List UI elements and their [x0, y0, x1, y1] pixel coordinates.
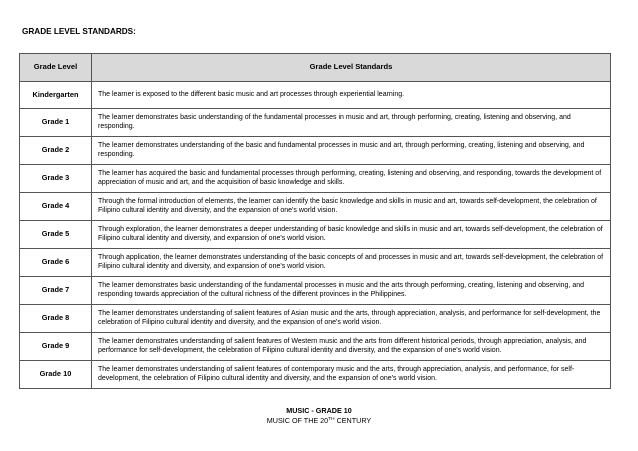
standard-cell: The learner has acquired the basic and fundamental processes through performing, creating, listening and observing, and responding, towards the development of appreciation of music and art, and the acquisition of basic knowledge and skills.	[92, 165, 611, 193]
grade-level-cell: Grade 2	[20, 137, 92, 165]
standard-cell: Through application, the learner demonstrates understanding of the basic concepts of and processes in music and art, towards self-development, the celebration of Filipino cultural identity and diversity, and expansion of one's world vision.	[92, 249, 611, 277]
footer-subtitle	[0, 415, 638, 425]
table-row	[20, 221, 611, 249]
table-row	[20, 249, 611, 277]
standard-cell: The learner demonstrates understanding of salient features of Western music and the arts from different historical periods, through appreciation, analysis, and performance for self-development, the celebration of Filipino cultural identity and diversity, and the expansion of one's world vision.	[92, 333, 611, 361]
table-row	[20, 333, 611, 361]
grade-level-cell: Grade 9	[20, 333, 92, 361]
grade-level-cell: Grade 6	[20, 249, 92, 277]
footer-subtitle-sup: TH	[328, 417, 335, 422]
grade-level-cell: Grade 8	[20, 305, 92, 333]
grade-level-cell: Grade 5	[20, 221, 92, 249]
page-footer	[0, 406, 638, 425]
grade-level-cell: Grade 3	[20, 165, 92, 193]
footer-subtitle-post: CENTURY	[334, 416, 372, 425]
footer-title: MUSIC - GRADE 10	[286, 406, 352, 415]
table-row	[20, 193, 611, 221]
table-row	[20, 361, 611, 389]
standard-cell: The learner demonstrates understanding of the basic and fundamental processes in music and art, through performing, creating, listening and observing, and responding.	[92, 137, 611, 165]
standard-cell: The learner demonstrates understanding of salient features of Asian music and the arts, through appreciation, analysis, and performance for self-development, the celebration of Filipino cultural identity and diversity, and the expansion of one's world vision.	[92, 305, 611, 333]
grade-level-cell: Grade 1	[20, 109, 92, 137]
standard-cell: The learner demonstrates understanding of salient features of contemporary music and the arts, through appreciation, analysis, and performance, for self-development, the celebration of Filipino cultural identity and diversity, and the expansion of one's world vision.	[92, 361, 611, 389]
grade-level-cell: Grade 7	[20, 277, 92, 305]
grade-level-cell: Kindergarten	[20, 82, 92, 109]
grade-level-cell: Grade 10	[20, 361, 92, 389]
standard-cell: Through exploration, the learner demonstrates a deeper understanding of basic knowledge and skills in music and art, towards self-development, the celebration of Filipino cultural identity and diversity, and expansion of one's world vision.	[92, 221, 611, 249]
table-row	[20, 137, 611, 165]
table-header-row	[20, 54, 611, 82]
table-row	[20, 277, 611, 305]
table-row	[20, 109, 611, 137]
table-row	[20, 305, 611, 333]
header-grade-level-standards: Grade Level Standards	[92, 54, 611, 82]
standard-cell: The learner demonstrates basic understanding of the fundamental processes in music and the arts through performing, creating, listening and observing, and responding towards appreciation of the cultural richness of the different provinces in the Philippines.	[92, 277, 611, 305]
grade-level-cell: Grade 4	[20, 193, 92, 221]
standard-cell: The learner is exposed to the different basic music and art processes through experiential learning.	[92, 82, 611, 109]
header-grade-level: Grade Level	[20, 54, 92, 82]
standard-cell: The learner demonstrates basic understanding of the fundamental processes in music and art, through performing, creating, listening and observing, and responding.	[92, 109, 611, 137]
section-heading: GRADE LEVEL STANDARDS:	[22, 27, 136, 36]
table-row	[20, 82, 611, 109]
standard-cell: Through the formal introduction of elements, the learner can identify the basic knowledge and skills in music and art, towards self-development, the celebration of Filipino cultural identity and diversity, and the expansion of one's world vision.	[92, 193, 611, 221]
grade-level-standards-table	[19, 53, 611, 389]
footer-subtitle-pre: MUSIC OF THE 20	[266, 416, 329, 425]
table-row	[20, 165, 611, 193]
